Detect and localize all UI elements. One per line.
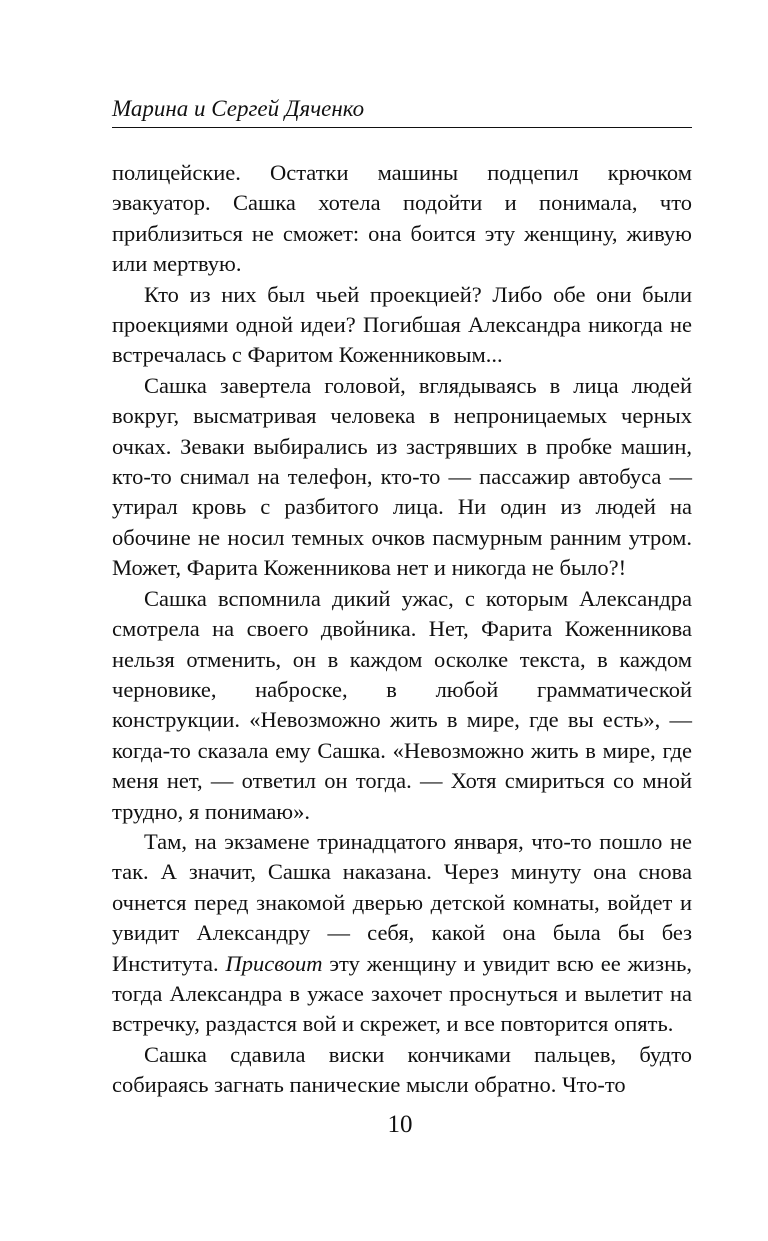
paragraph: полицейские. Остатки машины подцепил крючком эвакуатор. Сашка хотела подойти и понимала, что приблизиться не сможет: она боится эту женщину, живую или мертвую.: [112, 160, 692, 277]
running-header: Марина и Сергей Дяченко: [112, 96, 365, 121]
italic-emphasis: Присвоит: [225, 950, 323, 976]
paragraph: [112, 827, 692, 1040]
paragraph: Сашка вспомнила дикий ужас, с которым Александра смотрела на своего двойника. Нет, Фарита Коженникова нельзя отменить, он в каждом осколке текста, в каждом черновике, наброске, в любой грамматической конструкции. «Невозможно жить в мире, где вы есть», — когда-то сказала ему Сашка. «Невозможно жить в мире, где меня нет, — ответил он тогда. — Хотя смириться со мной трудно, я понимаю».: [112, 585, 692, 824]
paragraph-text: Там, на экзамене тринадцатого января, что-то пошло не так. А значит, Сашка наказана. Через минуту она снова очнется перед знакомой дверью детской комнаты, войдет и увидит Александру — себя, какой она была бы без Института.: [112, 828, 692, 976]
paragraph: Сашка сдавила виски кончиками пальцев, будто собираясь загнать панические мысли обратно. Что-то: [112, 1041, 692, 1098]
paragraph-text: эту женщину и увидит всю ее жизнь, тогда Александра в ужасе захочет проснуться и вылетит на встречку, раздастся вой и скрежет, и все повторится опять.: [112, 950, 692, 1037]
header-rule: [112, 127, 692, 128]
paragraph: Сашка завертела головой, вглядываясь в лица людей вокруг, высматривая человека в непроницаемых черных очках. Зеваки выбирались из застрявших в пробке машин, кто-то снимал на телефон, кто-то — пассажир автобуса — утирал кровь с разбитого лица. Ни один из людей на обочине не носил темных очков пасмурным ранним утром. Может, Фарита Коженникова нет и никогда не было?!: [112, 372, 692, 581]
page-number: 10: [387, 1111, 413, 1138]
paragraph: Кто из них был чьей проекцией? Либо обе они были проекциями одной идеи? Погибшая Александра никогда не встречалась с Фаритом Коженниковым...: [112, 281, 692, 368]
body-text: [112, 158, 692, 1101]
